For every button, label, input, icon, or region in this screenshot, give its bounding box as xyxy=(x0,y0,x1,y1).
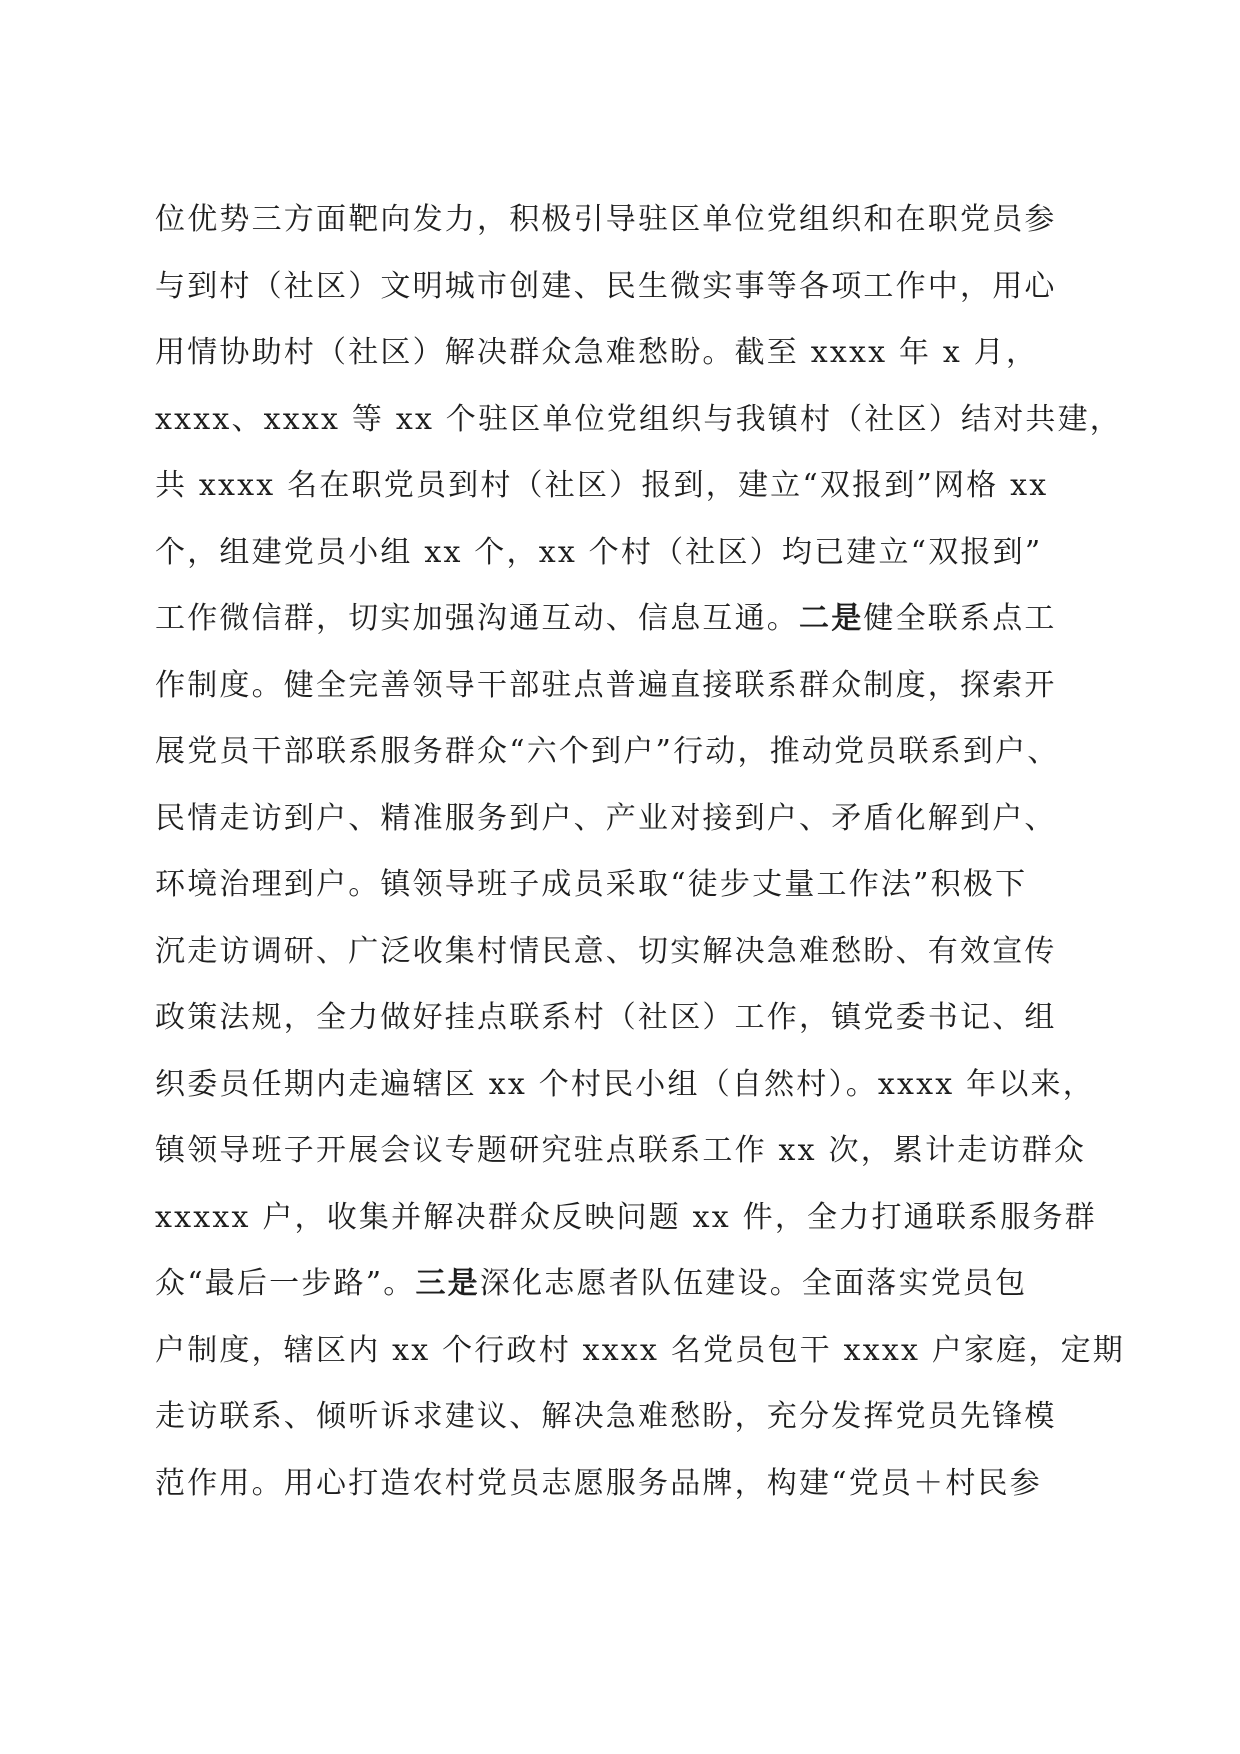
text-line: 众“最后一步路”。三是深化志愿者队伍建设。全面落实党员包 xyxy=(155,1266,1028,1301)
text-line: 范作用。用心打造农村党员志愿服务品牌，构建“党员＋村民参 xyxy=(155,1465,1042,1501)
text-line: 工作微信群，切实加强沟通互动、信息互通。二是健全联系点工 xyxy=(155,601,1057,636)
text-line: 走访联系、倾听诉求建议、解决急难愁盼，充分发挥党员先锋模 xyxy=(155,1399,1057,1434)
text-line: 展党员干部联系服务群众“六个到户”行动，推动党员联系到户、 xyxy=(155,734,1060,769)
text-line: 用情协助村（社区）解决群众急难愁盼。截至 xxxx 年 x 月， xyxy=(155,335,1039,370)
text-line: 位优势三方面靶向发力，积极引导驻区单位党组织和在职党员参 xyxy=(155,202,1057,237)
text-line: 户制度，辖区内 xx 个行政村 xxxx 名党员包干 xxxx 户家庭，定期 xyxy=(155,1332,1126,1368)
text-line: 镇领导班子开展会议专题研究驻点联系工作 xx 次，累计走访群众 xyxy=(155,1133,1087,1168)
text-line: 民情走访到户、精准服务到户、产业对接到户、矛盾化解到户、 xyxy=(155,800,1057,836)
text-line: 政策法规，全力做好挂点联系村（社区）工作，镇党委书记、组 xyxy=(155,1000,1057,1035)
bold-marker-third: 三是 xyxy=(415,1266,480,1301)
bold-marker-second: 二是 xyxy=(799,601,864,636)
text-line: 作制度。健全完善领导干部驻点普遍直接联系群众制度，探索开 xyxy=(155,667,1057,703)
text-line: 共 xxxx 名在职党员到村（社区）报到，建立“双报到”网格 xx xyxy=(155,468,1049,503)
text-line: 织委员任期内走遍辖区 xx 个村民小组（自然村）。xxxx 年以来， xyxy=(155,1066,1095,1102)
body-text xyxy=(155,187,1126,1517)
text-line: xxxx、xxxx 等 xx 个驻区单位党组织与我镇村（社区）结对共建， xyxy=(155,401,1122,437)
text-line: 个，组建党员小组 xx 个，xx 个村（社区）均已建立“双报到” xyxy=(155,534,1043,570)
text-line: 与到村（社区）文明城市创建、民生微实事等各项工作中，用心 xyxy=(155,268,1057,304)
text-line: 沉走访调研、广泛收集村情民意、切实解决急难愁盼、有效宣传 xyxy=(155,933,1057,969)
text-line: xxxxx 户，收集并解决群众反映问题 xx 件，全力打通联系服务群 xyxy=(155,1199,1097,1235)
text-line: 环境治理到户。镇领导班子成员采取“徒步丈量工作法”积极下 xyxy=(155,867,1028,902)
